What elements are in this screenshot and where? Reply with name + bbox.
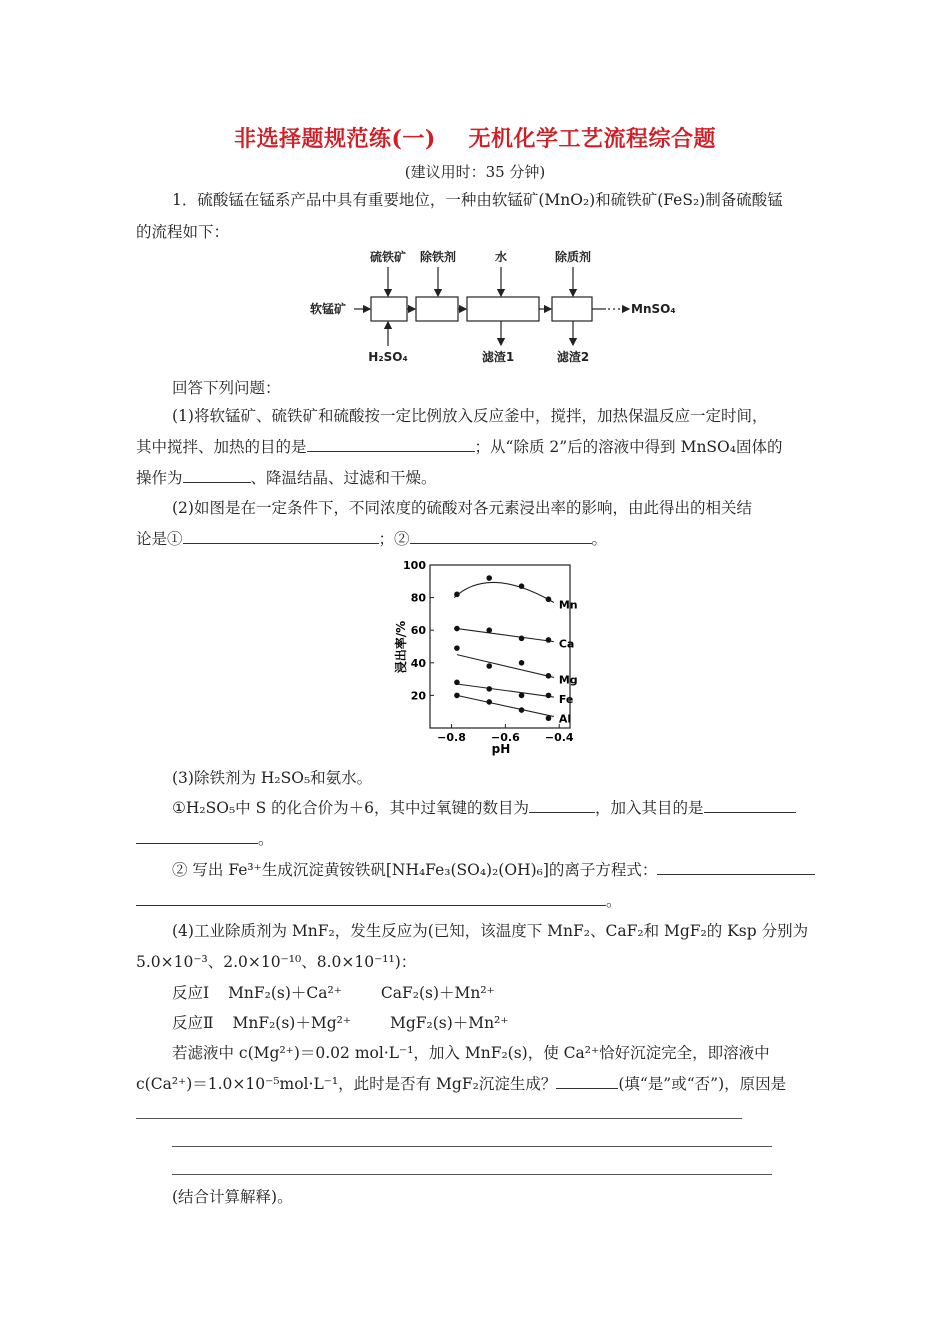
chart-point-ca xyxy=(454,626,460,632)
chart-point-mg xyxy=(546,673,552,679)
chart-y-tick-label: 40 xyxy=(410,656,426,670)
chart-fit-line-mg xyxy=(457,655,554,678)
flow-box-acid-leach xyxy=(371,297,407,321)
answer-blank-purpose[interactable] xyxy=(704,798,796,813)
chart-point-mn xyxy=(486,575,492,581)
chart-point-fe xyxy=(519,693,525,699)
page-subtitle: (建议用时：35 分钟) xyxy=(404,163,546,181)
flow-box-impurity-2 xyxy=(552,297,592,321)
part-3-line-0: (3)除铁剂为 H₂SO₅和氨水。 xyxy=(172,769,373,787)
part-4-line-1: (4)工业除质剂为 MnF₂，发生反应为(已知，该温度下 MnF₂、CaF₂和 MgF₂的 Ksp 分别为 xyxy=(172,922,809,940)
flow-residue-1: 滤渣1 xyxy=(481,350,515,364)
chart-x-tick-label: −0.8 xyxy=(437,731,466,744)
chart-point-mn xyxy=(519,583,525,589)
chart-point-mg xyxy=(519,660,525,666)
page-title: 非选择题规范练(一) 无机化学工艺流程综合题 xyxy=(234,126,716,152)
chart-point-ca xyxy=(546,637,552,643)
answer-blank-stir-heat-purpose[interactable] xyxy=(307,437,475,452)
reaction-1: 反应Ⅰ MnF₂(s)＋Ca²⁺ CaF₂(s)＋Mn²⁺ xyxy=(172,984,495,1002)
part-4-line-5: 若滤液中 c(Mg²⁺)＝0.02 mol·L⁻¹，加入 MnF₂(s)，使 Ca²⁺恰好沉淀完全，即溶液中 xyxy=(172,1044,770,1062)
chart-fit-line-mn xyxy=(454,582,554,602)
part-4-line-6: c(Ca²⁺)＝1.0×10⁻⁵mol·L⁻¹，此时是否有 MgF₂沉淀生成？ (填“是”或“否”)，原因是 xyxy=(136,1075,787,1093)
chart-point-al xyxy=(454,693,460,699)
chart-x-axis-label: pH xyxy=(491,742,511,756)
flow-product-mnso4: MnSO₄ xyxy=(631,302,676,316)
part-3-line-3: ② 写出 Fe³⁺生成沉淀黄铵铁矾[NH₄Fe₃(SO₄)₂(OH)₆]的离子方程式： xyxy=(172,860,815,880)
chart-series-label-mg: Mg xyxy=(558,673,578,687)
chart-series-label-fe: Fe xyxy=(558,693,574,707)
chart-point-mn xyxy=(454,592,460,598)
flow-input-pyrite: 硫铁矿 xyxy=(369,250,407,264)
chart-point-al xyxy=(486,699,492,705)
question-1-intro: 1．硫酸锰在锰系产品中具有重要地位，一种由软锰矿(MnO₂)和硫铁矿(FeS₂)制备硫酸锰 xyxy=(172,191,783,209)
chart-point-fe xyxy=(546,693,552,699)
chart-fit-line-al xyxy=(457,695,554,716)
reaction-2: 反应Ⅱ MnF₂(s)＋Mg²⁺ MgF₂(s)＋Mn²⁺ xyxy=(172,1014,509,1032)
flow-box-filter-wash xyxy=(467,297,539,321)
answer-line-2[interactable] xyxy=(172,1146,772,1147)
flow-input-iron-remover: 除铁剂 xyxy=(419,250,457,264)
part-1-line-3: 操作为 、降温结晶、过滤和干燥。 xyxy=(136,469,437,487)
part-3-line-4: 。 xyxy=(136,891,622,911)
chart-y-tick-label: 60 xyxy=(410,624,426,638)
answer-blank-operation[interactable] xyxy=(183,468,251,483)
answer-line-3[interactable] xyxy=(172,1174,772,1175)
answer-blank-conclusion-2[interactable] xyxy=(410,529,592,544)
answer-blank-yes-no[interactable] xyxy=(556,1074,618,1089)
chart-series-label-mn: Mn xyxy=(558,598,578,612)
flow-input-water: 水 xyxy=(494,250,508,264)
chart-point-al xyxy=(546,715,552,721)
answer-blank-peroxide-count[interactable] xyxy=(529,798,595,813)
part-1-line-1: (1)将软锰矿、硫铁矿和硫酸按一定比例放入反应釜中，搅拌，加热保温反应一定时间， xyxy=(172,407,768,425)
part-2-line-2: 论是① ；② 。 xyxy=(136,530,608,548)
flow-input-impurity-remover: 除质剂 xyxy=(554,250,592,264)
flow-input-h2so4: H₂SO₄ xyxy=(368,350,408,364)
chart-y-tick-label: 80 xyxy=(410,591,426,605)
chart-point-al xyxy=(519,707,525,713)
chart-point-mg xyxy=(486,663,492,669)
part-1-line-2: 其中搅拌、加热的目的是 ；从“除质 2”后的溶液中得到 MnSO₄固体的 xyxy=(136,438,783,456)
chart-point-ca xyxy=(519,636,525,642)
chart-point-mn xyxy=(546,596,552,602)
part-3-line-1: ①H₂SO₅中 S 的化合价为＋6，其中过氧键的数目为 ，加入其目的是 xyxy=(172,798,796,818)
flow-start-pyrolusite: 软锰矿 xyxy=(310,302,347,316)
part-4-line-7: (结合计算解释)。 xyxy=(172,1188,293,1206)
chart-series-label-ca: Ca xyxy=(558,637,575,651)
chart-y-tick-label: 100 xyxy=(403,559,426,572)
answer-blank-purpose-cont[interactable] xyxy=(136,829,258,844)
chart-point-fe xyxy=(454,680,460,686)
part-3-line-2: 。 xyxy=(136,829,274,849)
answer-blank-ionic-equation[interactable] xyxy=(657,860,815,875)
chart-fit-line-ca xyxy=(457,629,554,642)
flow-residue-2: 滤渣2 xyxy=(556,350,590,364)
chart-point-ca xyxy=(486,627,492,633)
answer-blank-ionic-equation-cont[interactable] xyxy=(136,891,606,906)
chart-point-mg xyxy=(454,645,460,651)
part-2-line-1: (2)如图是在一定条件下，不同浓度的硫酸对各元素浸出率的影响，由此得出的相关结 xyxy=(172,499,752,517)
chart-y-axis-label: 浸出率/% xyxy=(394,620,408,674)
chart-x-tick-label: −0.4 xyxy=(544,731,574,744)
answer-blank-conclusion-1[interactable] xyxy=(183,529,379,544)
chart-point-fe xyxy=(486,686,492,692)
chart-frame xyxy=(430,565,570,728)
chart-y-tick-label: 20 xyxy=(410,689,426,703)
answer-line-1[interactable] xyxy=(136,1118,742,1119)
leaching-rate-chart xyxy=(385,555,595,760)
question-1-intro-cont: 的流程如下： xyxy=(136,223,230,241)
chart-series-label-al: Al xyxy=(558,712,572,726)
chart-fit-line-fe xyxy=(457,684,554,697)
chart-x-tick-label: −0.6 xyxy=(491,731,520,744)
process-flow-diagram xyxy=(310,245,680,370)
part-4-line-2: 5.0×10⁻³、2.0×10⁻¹⁰、8.0×10⁻¹¹)： xyxy=(136,953,417,971)
flow-box-impurity-1 xyxy=(416,297,458,321)
answer-prompt: 回答下列问题： xyxy=(172,379,281,397)
